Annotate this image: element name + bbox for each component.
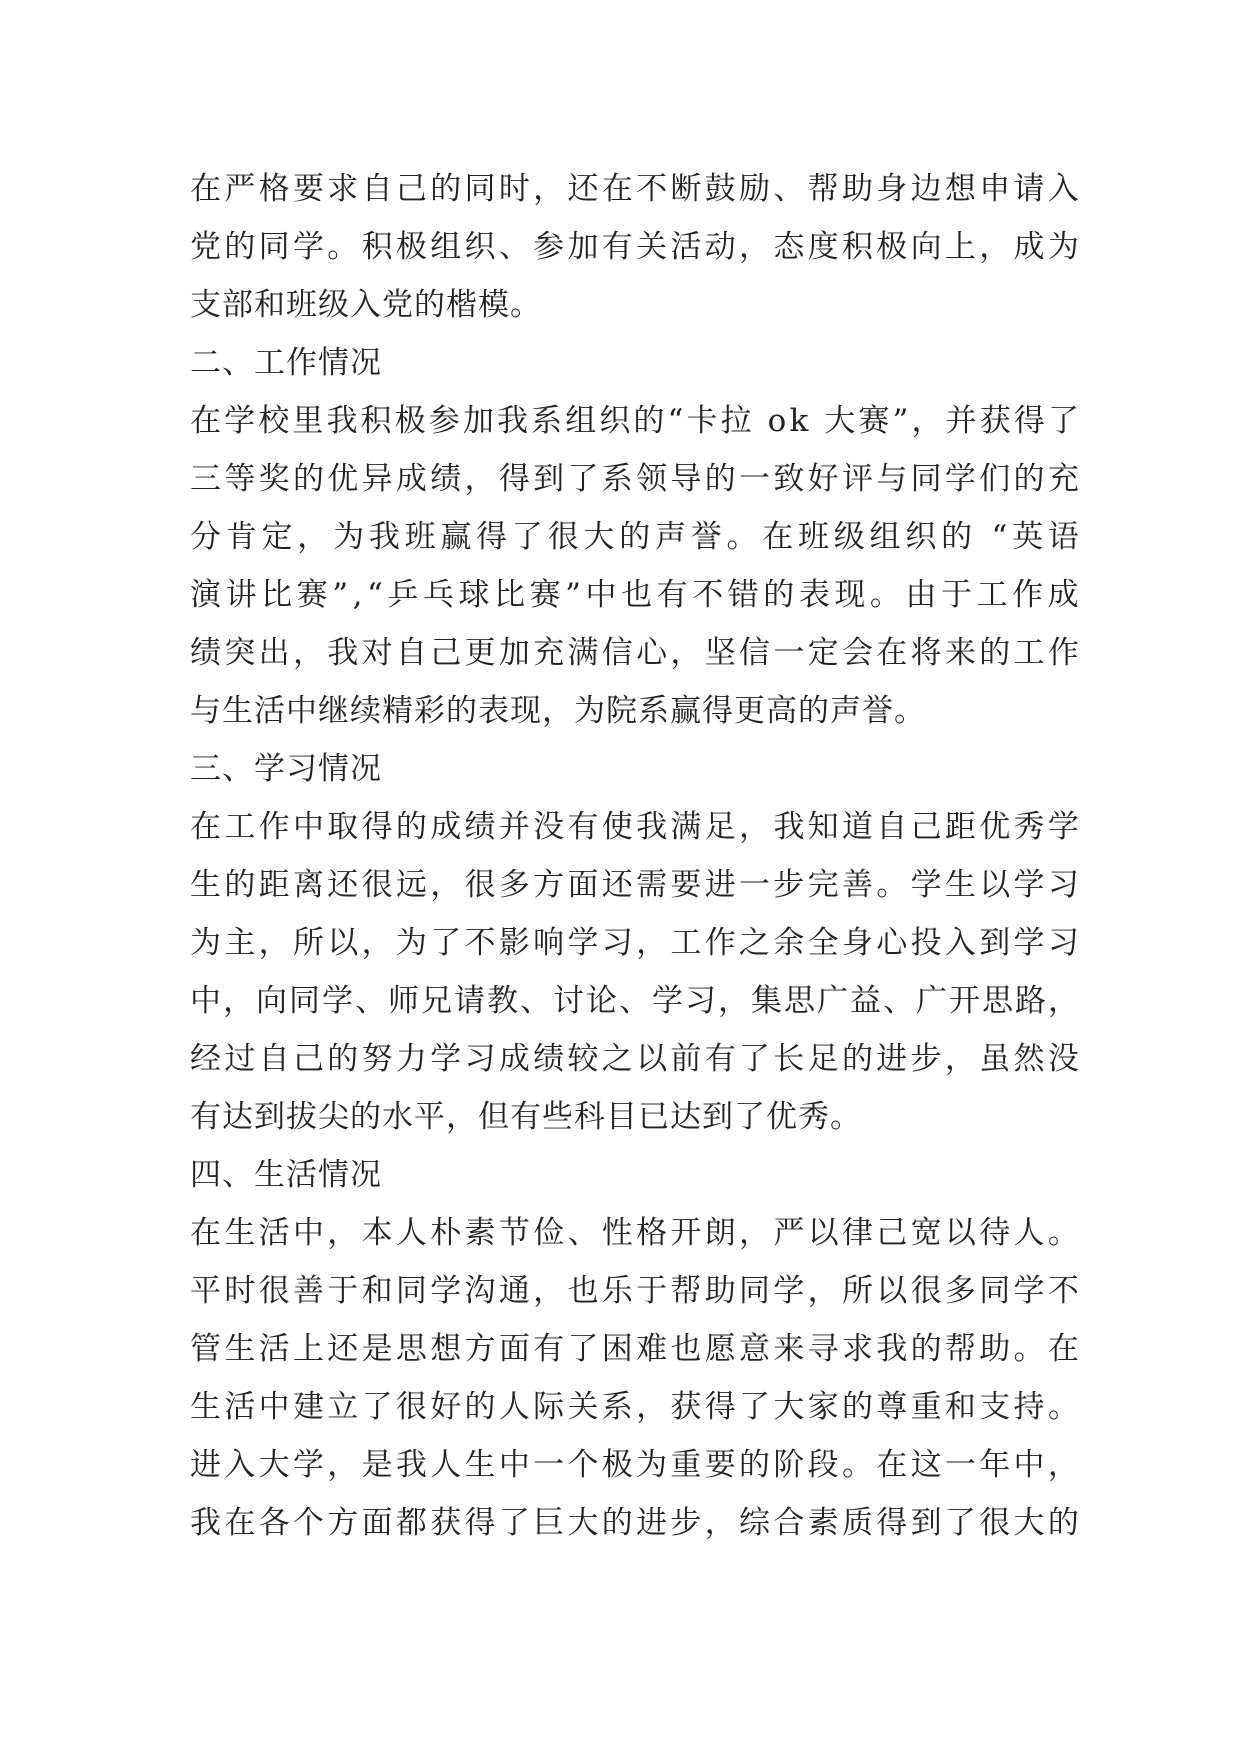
text-line-2: 党 的 同 学 。 积 极 组 织 、 参 加 有 关 活 动 ， 态 度 积 极 向 上 ， 成 为 [190, 229, 1080, 265]
section-heading-life: 四 、 生 活 情 况 [190, 1157, 382, 1193]
text-line-3: 支 部 和 班 级 入 党 的 楷 模 。 [190, 287, 542, 323]
text-line-24: 我 在 各 个 方 面 都 获 得 了 巨 大 的 进 步 ， 综 合 素 质 得 到 了 很 大 的 [190, 1505, 1080, 1541]
text-line-17: 有 达 到 拔 尖 的 水 平 ， 但 有 些 科 目 已 达 到 了 优 秀 。 [190, 1099, 862, 1135]
text-line-13: 生 的 距 离 还 很 远 ， 很 多 方 面 还 需 要 进 一 步 完 善 。 学 生 以 学 习 [190, 867, 1080, 903]
text-line-10: 与 生 活 中 继 续 精 彩 的 表 现 ， 为 院 系 赢 得 更 高 的 声 誉 。 [190, 693, 926, 729]
text-line-23: 进 入 大 学 ， 是 我 人 生 中 一 个 极 为 重 要 的 阶 段 。 在 这 一 年 中 ， [190, 1447, 1080, 1483]
text-line-14: 为 主 ， 所 以 ， 为 了 不 影 响 学 习 ， 工 作 之 余 全 身 心 投 入 到 学 习 [190, 925, 1080, 961]
text-line-21: 管 生 活 上 还 是 思 想 方 面 有 了 困 难 也 愿 意 来 寻 求 我 的 帮 助 。 在 [190, 1331, 1080, 1367]
text-line-8: 演 讲 比 赛 ” , “ 乒 乓 球 比 赛 ” 中 也 有 不 错 的 表 现 。 由 于 工 作 成 [190, 577, 1080, 613]
text-line-12: 在 工 作 中 取 得 的 成 绩 并 没 有 使 我 满 足 ， 我 知 道 自 己 距 优 秀 学 [190, 809, 1080, 845]
section-heading-work: 二 、 工 作 情 况 [190, 345, 382, 381]
text-line-7: 分 肯 定 ， 为 我 班 赢 得 了 很 大 的 声 誉 。 在 班 级 组 织 的 “ 英 语 [190, 519, 1080, 555]
document-body [190, 160, 1080, 1552]
text-line-22: 生 活 中 建 立 了 很 好 的 人 际 关 系 ， 获 得 了 大 家 的 尊 重 和 支 持 。 [190, 1389, 1080, 1425]
section-heading-study: 三 、 学 习 情 况 [190, 751, 382, 787]
text-line-1: 在 严 格 要 求 自 己 的 同 时 ， 还 在 不 断 鼓 励 、 帮 助 身 边 想 申 请 入 [190, 171, 1080, 207]
text-line-6: 三 等 奖 的 优 异 成 绩 ， 得 到 了 系 领 导 的 一 致 好 评 与 同 学 们 的 充 [190, 461, 1080, 497]
text-line-20: 平 时 很 善 于 和 同 学 沟 通 ， 也 乐 于 帮 助 同 学 ， 所 以 很 多 同 学 不 [190, 1273, 1080, 1309]
text-line-9: 绩 突 出 ， 我 对 自 己 更 加 充 满 信 心 ， 坚 信 一 定 会 在 将 来 的 工 作 [190, 635, 1080, 671]
text-line-16: 经 过 自 己 的 努 力 学 习 成 绩 较 之 以 前 有 了 长 足 的 进 步 ， 虽 然 没 [190, 1041, 1080, 1077]
text-line-19: 在 生 活 中 ， 本 人 朴 素 节 俭 、 性 格 开 朗 ， 严 以 律 己 宽 以 待 人 。 [190, 1215, 1080, 1251]
text-line-5: 在 学 校 里 我 积 极 参 加 我 系 组 织 的 “ 卡 拉 o k 大 赛 ” ， 并 获 得 了 [190, 403, 1080, 439]
text-line-15: 中 ， 向 同 学 、 师 兄 请 教 、 讨 论 、 学 习 ， 集 思 广 益 、 广 开 思 路 ， [190, 983, 1080, 1019]
